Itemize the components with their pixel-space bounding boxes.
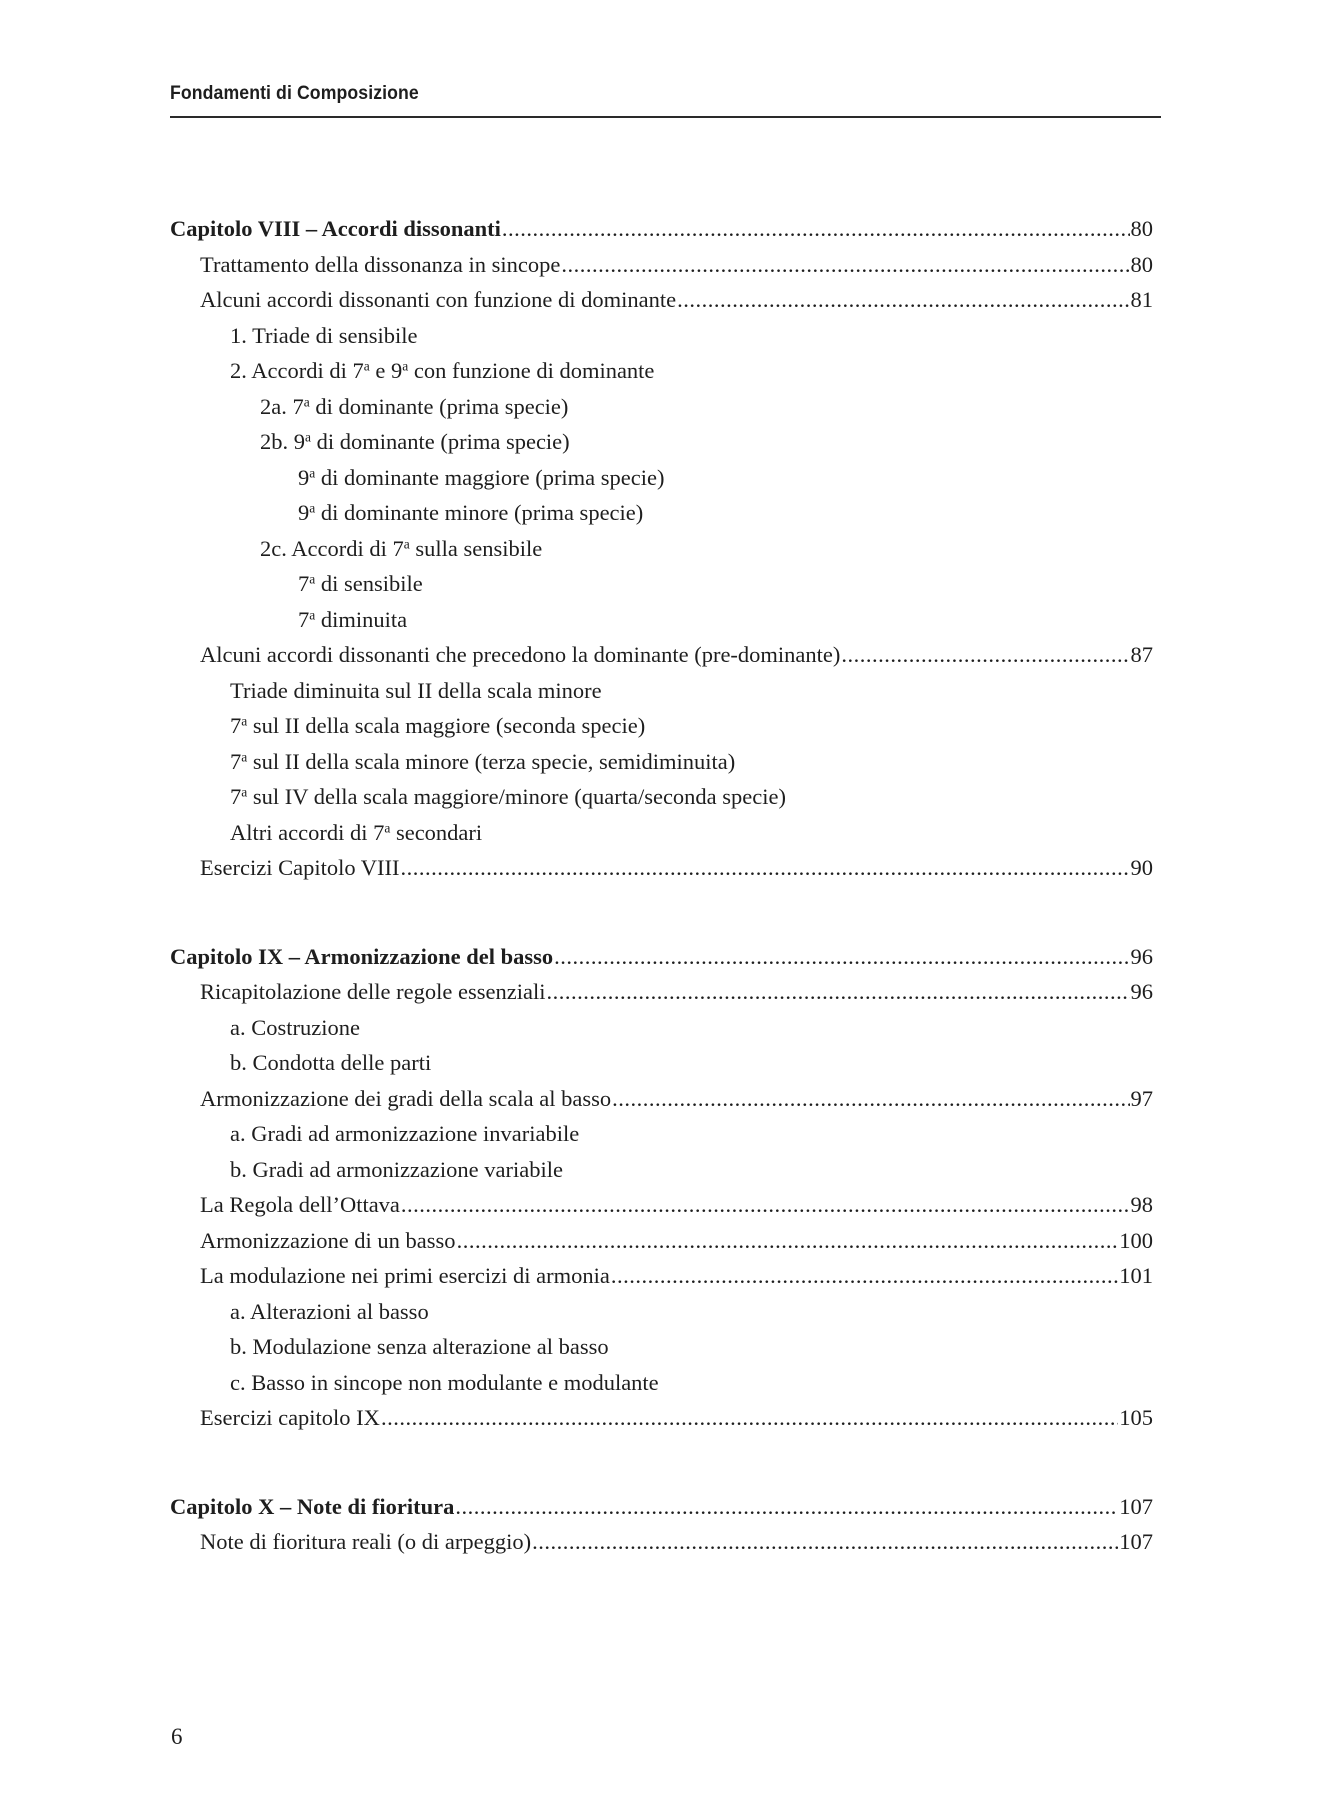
section-gap — [170, 1436, 1153, 1489]
entry-label: 2. Accordi di 7$^a$ e 9$^a$ con funzione di dominante — [230, 358, 655, 383]
section-gap — [170, 886, 1153, 939]
toc-entry[interactable] — [170, 282, 1153, 318]
dot-leader — [401, 1187, 1130, 1223]
entry-label: Ricapitolazione delle regole essenziali — [200, 979, 546, 1004]
entry-label: Alcuni accordi dissonanti che precedono la dominante (pre-dominante) — [200, 642, 841, 667]
page-number: 96 — [1130, 979, 1153, 1004]
chapter-title: Capitolo VIII – Accordi dissonanti — [170, 216, 501, 241]
toc-entry[interactable] — [170, 974, 1153, 1010]
entry-label: 7$^a$ di sensibile — [298, 571, 423, 596]
entry-label: b. Gradi ad armonizzazione variabile — [230, 1156, 563, 1182]
toc-subentry — [170, 708, 1153, 744]
entry-label: b. Modulazione senza alterazione al basso — [230, 1334, 609, 1359]
dot-leader — [561, 247, 1129, 283]
entry-label: 9$^a$ di dominante maggiore (prima specie) — [298, 464, 665, 490]
toc-subentry — [170, 1045, 1153, 1081]
dot-leader — [401, 850, 1130, 886]
entry-label: a. Alterazioni al basso — [230, 1298, 429, 1324]
entry-label: La Regola dell’Ottava — [200, 1192, 400, 1217]
entry-label: c. Basso in sincope non modulante e modulante — [230, 1369, 659, 1395]
toc-subentry — [170, 531, 1153, 567]
chapter-title: Capitolo X – Note di fioritura — [170, 1493, 455, 1519]
entry-label: 2a. 7$^a$ di dominante (prima specie) — [260, 393, 569, 419]
page-number: 107 — [1119, 1493, 1153, 1519]
toc-subentry — [170, 353, 1153, 389]
toc-entry[interactable] — [170, 1081, 1153, 1117]
entry-label: Altri accordi di 7$^a$ secondari — [230, 819, 483, 845]
dot-leader — [554, 939, 1129, 975]
toc-subentry — [170, 602, 1153, 638]
dot-leader — [455, 1489, 1118, 1525]
toc-chapter-viii[interactable] — [170, 211, 1153, 247]
entry-label: a. Costruzione — [230, 1014, 360, 1040]
page-number: 98 — [1130, 1192, 1153, 1217]
entry-label: Esercizi Capitolo VIII — [200, 855, 400, 880]
dot-leader — [502, 211, 1130, 247]
toc-entry[interactable] — [170, 850, 1153, 886]
toc-entry[interactable] — [170, 1258, 1153, 1294]
entry-label: 7$^a$ sul II della scala minore (terza specie, semidiminuita) — [230, 748, 736, 774]
page-number: 107 — [1119, 1529, 1153, 1554]
entry-label: Triade diminuita sul II della scala minore — [230, 677, 602, 703]
entry-label: 7$^a$ sul II della scala maggiore (seconda specie) — [230, 713, 646, 738]
entry-label: 7$^a$ diminuita — [298, 606, 408, 632]
dot-leader — [677, 282, 1129, 318]
toc-subentry — [170, 815, 1153, 851]
toc-subentry — [170, 1329, 1153, 1365]
toc-entry[interactable] — [170, 637, 1153, 673]
dot-leader — [532, 1524, 1118, 1560]
entry-label: a. Gradi ad armonizzazione invariabile — [230, 1121, 580, 1146]
toc-chapter-x[interactable] — [170, 1489, 1153, 1525]
toc-entry[interactable] — [170, 1400, 1153, 1436]
entry-label: Note di fioritura reali (o di arpeggio) — [200, 1529, 532, 1554]
toc-chapter-ix[interactable] — [170, 939, 1153, 975]
toc-subentry — [170, 1116, 1153, 1152]
toc-subentry — [170, 318, 1153, 354]
toc-subentry — [170, 424, 1153, 460]
toc-entry[interactable] — [170, 247, 1153, 283]
page-number: 97 — [1130, 1085, 1153, 1111]
entry-label: La modulazione nei primi esercizi di armonia — [200, 1263, 610, 1288]
toc-entry[interactable] — [170, 1524, 1153, 1560]
dot-leader — [546, 974, 1129, 1010]
page-number: 96 — [1130, 943, 1153, 969]
chapter-title: Capitolo IX – Armonizzazione del basso — [170, 943, 554, 969]
toc-entry[interactable] — [170, 1187, 1153, 1223]
page-number-footer: 6 — [171, 1724, 183, 1749]
toc-entry[interactable] — [170, 1223, 1153, 1259]
entry-label: Alcuni accordi dissonanti con funzione di dominante — [200, 287, 677, 312]
entry-label: Armonizzazione di un basso — [200, 1227, 456, 1253]
entry-label: Armonizzazione dei gradi della scala al basso — [200, 1085, 612, 1111]
toc-subentry — [170, 1294, 1153, 1330]
entry-label: 7$^a$ sul IV della scala maggiore/minore (quarta/seconda specie) — [230, 784, 786, 809]
toc-subentry — [170, 389, 1153, 425]
toc-subentry — [170, 744, 1153, 780]
entry-label: Trattamento della dissonanza in sincope — [200, 251, 561, 277]
dot-leader — [841, 637, 1129, 673]
page-number: 80 — [1130, 251, 1153, 277]
table-of-contents — [170, 211, 1153, 1560]
entry-label: 2c. Accordi di 7$^a$ sulla sensibile — [260, 535, 543, 561]
toc-subentry — [170, 495, 1153, 531]
page-number: 90 — [1130, 855, 1153, 880]
toc-subentry — [170, 1152, 1153, 1188]
page-number: 81 — [1130, 287, 1153, 312]
dot-leader — [457, 1223, 1119, 1259]
entry-label: 9$^a$ di dominante minore (prima specie) — [298, 500, 644, 525]
entry-label: Esercizi capitolo IX — [200, 1405, 380, 1430]
toc-subentry — [170, 1365, 1153, 1401]
running-head-title: Fondamenti di Composizione — [170, 83, 419, 104]
dot-leader — [612, 1081, 1129, 1117]
toc-subentry — [170, 566, 1153, 602]
page-number: 105 — [1119, 1405, 1153, 1430]
dot-leader — [381, 1400, 1118, 1436]
toc-subentry — [170, 779, 1153, 815]
entry-label: 1. Triade di sensibile — [230, 322, 418, 348]
header-rule — [170, 116, 1161, 118]
page-number: 101 — [1119, 1263, 1153, 1288]
entry-label: b. Condotta delle parti — [230, 1050, 432, 1075]
dot-leader — [611, 1258, 1118, 1294]
entry-label: 2b. 9$^a$ di dominante (prima specie) — [260, 429, 570, 454]
toc-subentry — [170, 673, 1153, 709]
toc-subentry — [170, 1010, 1153, 1046]
page-number: 80 — [1130, 216, 1153, 241]
page-number: 87 — [1130, 642, 1153, 667]
page-number: 100 — [1119, 1227, 1153, 1253]
toc-subentry — [170, 460, 1153, 496]
